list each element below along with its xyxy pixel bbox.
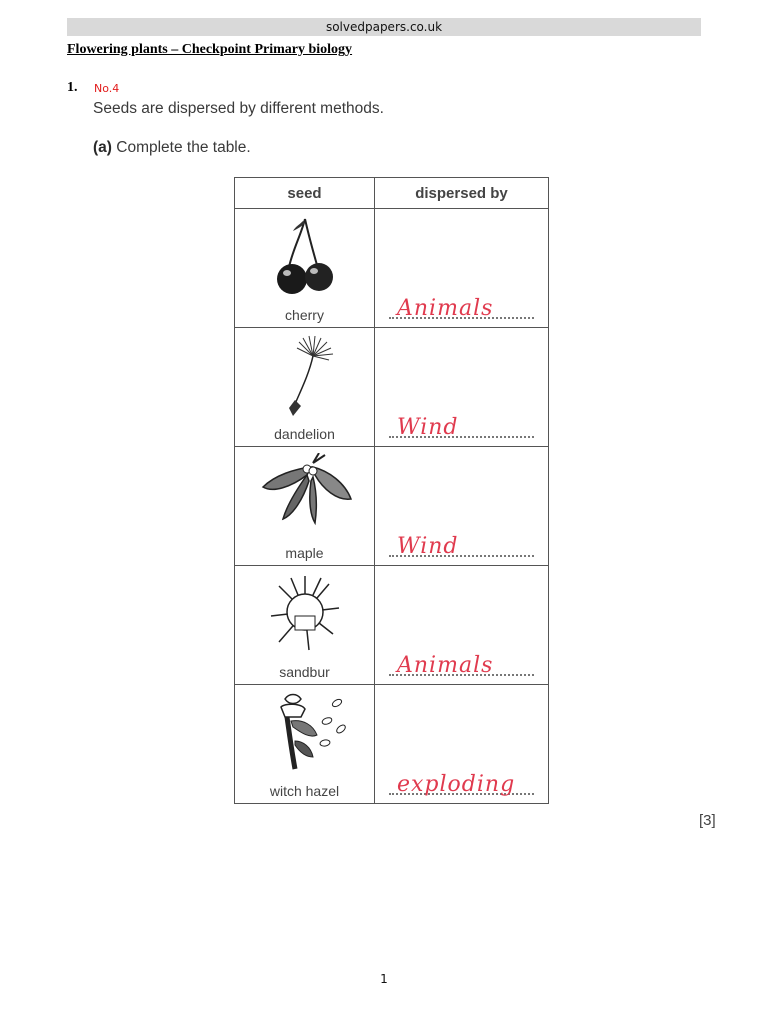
handwritten-answer: Wind [397, 534, 459, 559]
table-row [235, 328, 549, 447]
answer-cell[interactable] [375, 685, 549, 804]
handwritten-answer: exploding [397, 772, 516, 797]
header-seed: seed [235, 178, 375, 209]
question-stem: Seeds are dispersed by different methods. [93, 100, 384, 117]
question-reference: No.4 [94, 82, 120, 95]
maple-icon [235, 453, 374, 537]
answer-cell[interactable] [375, 447, 549, 566]
handwritten-answer: Animals [397, 653, 494, 678]
header-dispersed-by: dispersed by [375, 178, 549, 209]
question-number: 1. [67, 80, 78, 95]
cherry-icon [235, 215, 374, 299]
seed-name: dandelion [274, 426, 335, 442]
answer-cell[interactable] [375, 566, 549, 685]
seed-name: maple [285, 545, 324, 561]
seed-cell [235, 328, 375, 447]
handwritten-answer: Animals [397, 296, 494, 321]
answer-cell[interactable] [375, 328, 549, 447]
seed-cell [235, 566, 375, 685]
part-text: Complete the table. [116, 139, 251, 156]
table-row [235, 209, 549, 328]
handwritten-answer: Wind [397, 415, 459, 440]
seed-name: cherry [285, 307, 324, 323]
dandelion-icon [235, 334, 374, 418]
page-number: 1 [380, 972, 388, 986]
seed-name: witch hazel [269, 783, 340, 799]
seed-dispersal-table [234, 177, 549, 804]
answer-cell[interactable] [375, 209, 549, 328]
sandbur-icon [235, 572, 374, 656]
part-label: (a) [93, 139, 112, 156]
table-row [235, 447, 549, 566]
seed-cell [235, 209, 375, 328]
seed-cell [235, 685, 375, 804]
seed-cell [235, 447, 375, 566]
table-header-row [235, 178, 549, 209]
document-title: Flowering plants – Checkpoint Primary biology [67, 42, 353, 57]
marks-allocation: [3] [699, 812, 716, 829]
table-row [235, 685, 549, 804]
seed-name: sandbur [279, 664, 330, 680]
witch-hazel-icon [235, 691, 374, 775]
question-part [93, 139, 251, 157]
table-row [235, 566, 549, 685]
site-banner: solvedpapers.co.uk [67, 18, 701, 36]
